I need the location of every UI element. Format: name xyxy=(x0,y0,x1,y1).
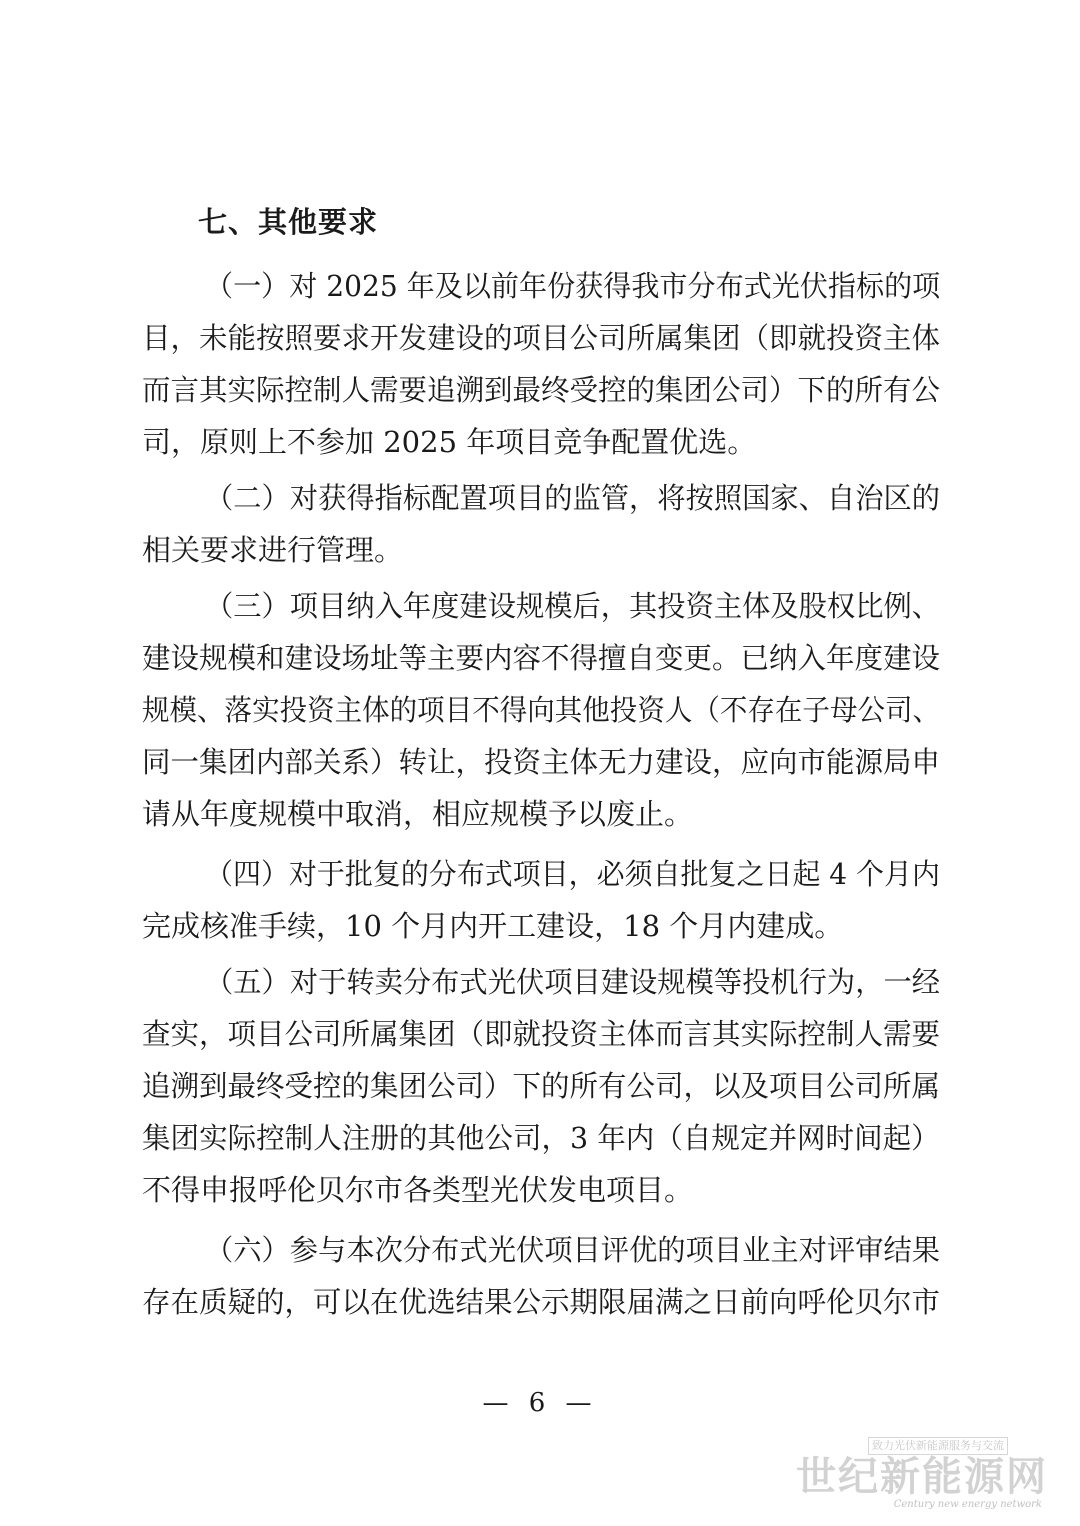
paragraph-4-line-1: （四）对于批复的分布式项目，必须自批复之日起 4 个月内 xyxy=(205,857,940,891)
paragraph-5-line-3: 追溯到最终受控的集团公司）下的所有公司，以及项目公司所属 xyxy=(142,1069,941,1103)
paragraph-1-line-1: （一）对 2025 年及以前年份获得我市分布式光伏指标的项 xyxy=(205,269,941,303)
paragraph-3-line-4: 同一集团内部关系）转让，投资主体无力建设，应向市能源局申 xyxy=(142,745,941,779)
paragraph-5-line-4: 集团实际控制人注册的其他公司，3 年内（自规定并网时间起） xyxy=(142,1121,940,1155)
watermark-tagline: Century new energy network xyxy=(893,1499,1042,1510)
watermark-slogan: 致力光伏新能源服务与交流 xyxy=(868,1437,1008,1455)
paragraph-5-line-1: （五）对于转卖分布式光伏项目建设规模等投机行为，一经 xyxy=(205,965,941,999)
paragraph-3-line-3: 规模、落实投资主体的项目不得向其他投资人（不存在子母公司、 xyxy=(142,693,941,727)
paragraph-2-line-1: （二）对获得指标配置项目的监管，将按照国家、自治区的 xyxy=(205,481,941,515)
paragraph-1-line-4: 司，原则上不参加 2025 年项目竞争配置优选。 xyxy=(142,425,757,459)
paragraph-5-line-2: 查实，项目公司所属集团（即就投资主体而言其实际控制人需要 xyxy=(142,1017,941,1051)
paragraph-3-line-2: 建设规模和建设场址等主要内容不得擅自变更。已纳入年度建设 xyxy=(142,641,941,675)
paragraph-3-line-1: （三）项目纳入年度建设规模后，其投资主体及股权比例、 xyxy=(205,589,941,623)
paragraph-5-line-5: 不得申报呼伦贝尔市各类型光伏发电项目。 xyxy=(142,1173,694,1207)
paragraph-4-line-2: 完成核准手续，10 个月内开工建设，18 个月内建成。 xyxy=(142,909,844,943)
paragraph-1-line-2: 目，未能按照要求开发建设的项目公司所属集团（即就投资主体 xyxy=(142,321,941,355)
section-heading: 七、其他要求 xyxy=(198,205,379,239)
watermark-logo xyxy=(796,1437,1048,1517)
paragraph-1-line-3: 而言其实际控制人需要追溯到最终受控的集团公司）下的所有公 xyxy=(142,373,941,407)
paragraph-6-line-2: 存在质疑的，可以在优选结果公示期限届满之日前向呼伦贝尔市 xyxy=(142,1285,941,1319)
watermark-brand: 世纪新能源网 xyxy=(796,1453,1048,1500)
paragraph-6-line-1: （六）参与本次分布式光伏项目评优的项目业主对评审结果 xyxy=(205,1233,941,1267)
page-number: — 6 — xyxy=(482,1388,598,1418)
paragraph-2-line-2: 相关要求进行管理。 xyxy=(142,533,404,567)
paragraph-3-line-5: 请从年度规模中取消，相应规模予以废止。 xyxy=(142,797,694,831)
